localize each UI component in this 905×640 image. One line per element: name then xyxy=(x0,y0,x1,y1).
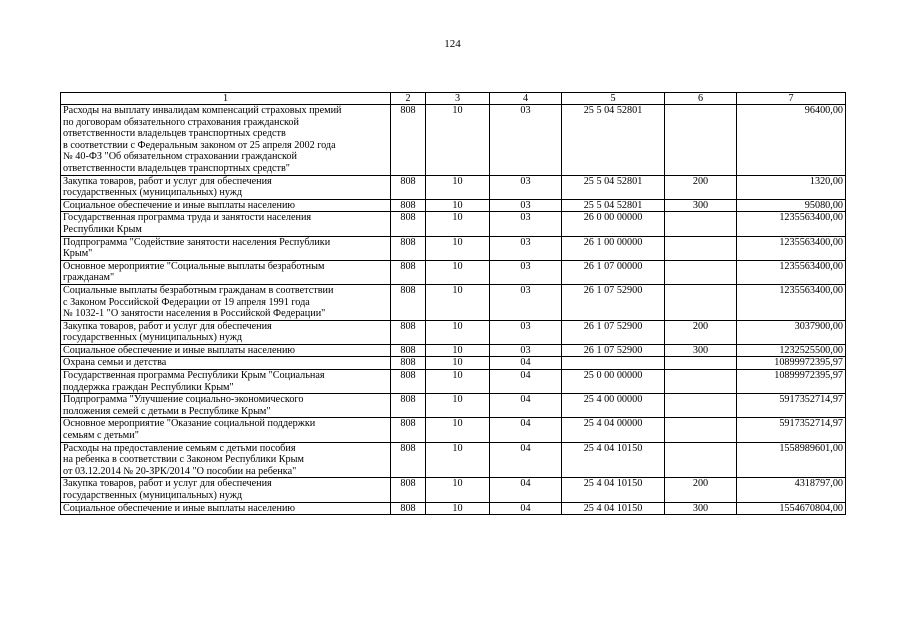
amount-cell: 10899972395,97 xyxy=(737,370,846,394)
admin-code-cell: 808 xyxy=(391,442,426,478)
amount-cell: 10899972395,97 xyxy=(737,357,846,370)
table-row xyxy=(61,370,846,394)
subsection-cell: 03 xyxy=(490,199,562,212)
admin-code-cell: 808 xyxy=(391,199,426,212)
column-header: 1 xyxy=(61,93,391,105)
expense-type-cell xyxy=(665,394,737,418)
section-cell: 10 xyxy=(426,502,490,515)
row-name-cell: Социальное обеспечение и иные выплаты населению xyxy=(61,502,391,515)
subsection-cell: 04 xyxy=(490,502,562,515)
target-article-cell: 25 4 04 10150 xyxy=(562,502,665,515)
section-cell: 10 xyxy=(426,212,490,236)
admin-code-cell: 808 xyxy=(391,284,426,320)
amount-cell: 1232525500,00 xyxy=(737,344,846,357)
section-cell: 10 xyxy=(426,320,490,344)
admin-code-cell: 808 xyxy=(391,357,426,370)
row-name-cell: Подпрограмма "Содействие занятости населения Республики Крым" xyxy=(61,236,391,260)
subsection-cell: 04 xyxy=(490,370,562,394)
budget-table xyxy=(60,92,846,515)
amount-cell: 3037900,00 xyxy=(737,320,846,344)
table-row xyxy=(61,442,846,478)
section-cell: 10 xyxy=(426,442,490,478)
expense-type-cell: 300 xyxy=(665,502,737,515)
row-name-cell: Закупка товаров, работ и услуг для обеспечения государственных (муниципальных) нужд xyxy=(61,175,391,199)
section-cell: 10 xyxy=(426,418,490,442)
subsection-cell: 03 xyxy=(490,284,562,320)
page-number: 124 xyxy=(444,38,461,50)
admin-code-cell: 808 xyxy=(391,212,426,236)
target-article-cell: 25 5 04 52801 xyxy=(562,199,665,212)
table-row xyxy=(61,199,846,212)
table-row xyxy=(61,320,846,344)
admin-code-cell: 808 xyxy=(391,344,426,357)
subsection-cell: 04 xyxy=(490,394,562,418)
target-article-cell xyxy=(562,357,665,370)
row-name-cell: Закупка товаров, работ и услуг для обеспечения государственных (муниципальных) нужд xyxy=(61,478,391,502)
table-row xyxy=(61,344,846,357)
column-header: 6 xyxy=(665,93,737,105)
row-name-cell: Социальное обеспечение и иные выплаты населению xyxy=(61,344,391,357)
expense-type-cell xyxy=(665,105,737,176)
section-cell: 10 xyxy=(426,344,490,357)
expense-type-cell: 200 xyxy=(665,320,737,344)
column-header: 7 xyxy=(737,93,846,105)
subsection-cell: 03 xyxy=(490,260,562,284)
table-row xyxy=(61,236,846,260)
section-cell: 10 xyxy=(426,284,490,320)
target-article-cell: 26 1 07 00000 xyxy=(562,260,665,284)
amount-cell: 5917352714,97 xyxy=(737,394,846,418)
amount-cell: 5917352714,97 xyxy=(737,418,846,442)
subsection-cell: 03 xyxy=(490,344,562,357)
section-cell: 10 xyxy=(426,105,490,176)
table-row xyxy=(61,284,846,320)
expense-type-cell xyxy=(665,370,737,394)
section-cell: 10 xyxy=(426,236,490,260)
table-row xyxy=(61,478,846,502)
section-cell: 10 xyxy=(426,199,490,212)
admin-code-cell: 808 xyxy=(391,236,426,260)
subsection-cell: 03 xyxy=(490,320,562,344)
table-row xyxy=(61,175,846,199)
admin-code-cell: 808 xyxy=(391,394,426,418)
target-article-cell: 25 4 00 00000 xyxy=(562,394,665,418)
admin-code-cell: 808 xyxy=(391,502,426,515)
target-article-cell: 26 1 00 00000 xyxy=(562,236,665,260)
amount-cell: 1235563400,00 xyxy=(737,284,846,320)
table-body xyxy=(61,105,846,515)
admin-code-cell: 808 xyxy=(391,175,426,199)
expense-type-cell xyxy=(665,418,737,442)
section-cell: 10 xyxy=(426,370,490,394)
expense-type-cell xyxy=(665,284,737,320)
row-name-cell: Социальные выплаты безработным гражданам в соответствии с Законом Российской Федерации от 19 апреля 1991 года № 1032-1 "О занятости населения в Российской Федерации" xyxy=(61,284,391,320)
column-header: 3 xyxy=(426,93,490,105)
table-row xyxy=(61,357,846,370)
expense-type-cell xyxy=(665,236,737,260)
target-article-cell: 25 5 04 52801 xyxy=(562,175,665,199)
subsection-cell: 03 xyxy=(490,212,562,236)
expense-type-cell: 300 xyxy=(665,344,737,357)
section-cell: 10 xyxy=(426,260,490,284)
section-cell: 10 xyxy=(426,394,490,418)
amount-cell: 96400,00 xyxy=(737,105,846,176)
expense-type-cell: 200 xyxy=(665,478,737,502)
amount-cell: 1554670804,00 xyxy=(737,502,846,515)
column-header: 4 xyxy=(490,93,562,105)
section-cell: 10 xyxy=(426,175,490,199)
expense-type-cell: 200 xyxy=(665,175,737,199)
row-name-cell: Государственная программа труда и занятости населения Республики Крым xyxy=(61,212,391,236)
subsection-cell: 04 xyxy=(490,357,562,370)
amount-cell: 1235563400,00 xyxy=(737,212,846,236)
amount-cell: 1320,00 xyxy=(737,175,846,199)
amount-cell: 1558989601,00 xyxy=(737,442,846,478)
subsection-cell: 03 xyxy=(490,105,562,176)
target-article-cell: 26 1 07 52900 xyxy=(562,284,665,320)
target-article-cell: 26 1 07 52900 xyxy=(562,320,665,344)
row-name-cell: Государственная программа Республики Крым "Социальная поддержка граждан Республики Крым" xyxy=(61,370,391,394)
amount-cell: 1235563400,00 xyxy=(737,260,846,284)
subsection-cell: 04 xyxy=(490,418,562,442)
column-header: 2 xyxy=(391,93,426,105)
target-article-cell: 25 0 00 00000 xyxy=(562,370,665,394)
admin-code-cell: 808 xyxy=(391,370,426,394)
target-article-cell: 25 4 04 00000 xyxy=(562,418,665,442)
row-name-cell: Основное мероприятие "Оказание социальной поддержки семьям с детьми" xyxy=(61,418,391,442)
header-row xyxy=(61,93,846,105)
expense-type-cell xyxy=(665,442,737,478)
column-header: 5 xyxy=(562,93,665,105)
expense-type-cell xyxy=(665,357,737,370)
subsection-cell: 03 xyxy=(490,175,562,199)
row-name-cell: Расходы на предоставление семьям с детьми пособия на ребенка в соответствии с Законом Республики Крым от 03.12.2014 № 20-ЗРК/2014 "О пособии на ребенка" xyxy=(61,442,391,478)
subsection-cell: 04 xyxy=(490,442,562,478)
subsection-cell: 03 xyxy=(490,236,562,260)
amount-cell: 1235563400,00 xyxy=(737,236,846,260)
table-row xyxy=(61,260,846,284)
row-name-cell: Социальное обеспечение и иные выплаты населению xyxy=(61,199,391,212)
admin-code-cell: 808 xyxy=(391,478,426,502)
table-row xyxy=(61,394,846,418)
table-row xyxy=(61,502,846,515)
admin-code-cell: 808 xyxy=(391,418,426,442)
row-name-cell: Основное мероприятие "Социальные выплаты безработным гражданам" xyxy=(61,260,391,284)
row-name-cell: Подпрограмма "Улучшение социально-экономического положения семей с детьми в Республике Крым" xyxy=(61,394,391,418)
row-name-cell: Закупка товаров, работ и услуг для обеспечения государственных (муниципальных) нужд xyxy=(61,320,391,344)
table-row xyxy=(61,212,846,236)
admin-code-cell: 808 xyxy=(391,105,426,176)
target-article-cell: 26 1 07 52900 xyxy=(562,344,665,357)
amount-cell: 95080,00 xyxy=(737,199,846,212)
amount-cell: 4318797,00 xyxy=(737,478,846,502)
row-name-cell: Охрана семьи и детства xyxy=(61,357,391,370)
subsection-cell: 04 xyxy=(490,478,562,502)
target-article-cell: 26 0 00 00000 xyxy=(562,212,665,236)
table-row xyxy=(61,105,846,176)
table-row xyxy=(61,418,846,442)
expense-type-cell: 300 xyxy=(665,199,737,212)
target-article-cell: 25 4 04 10150 xyxy=(562,442,665,478)
target-article-cell: 25 4 04 10150 xyxy=(562,478,665,502)
row-name-cell: Расходы на выплату инвалидам компенсаций страховых премий по договорам обязательного страхования гражданской ответственности владельцев транспортных средств в соответствии с Федеральным законом от 25 апреля 2002 года № 40-ФЗ "Об обязательном страховании гражданской ответственности владельцев транспортных средств" xyxy=(61,105,391,176)
admin-code-cell: 808 xyxy=(391,260,426,284)
section-cell: 10 xyxy=(426,478,490,502)
target-article-cell: 25 5 04 52801 xyxy=(562,105,665,176)
section-cell: 10 xyxy=(426,357,490,370)
admin-code-cell: 808 xyxy=(391,320,426,344)
expense-type-cell xyxy=(665,260,737,284)
expense-type-cell xyxy=(665,212,737,236)
